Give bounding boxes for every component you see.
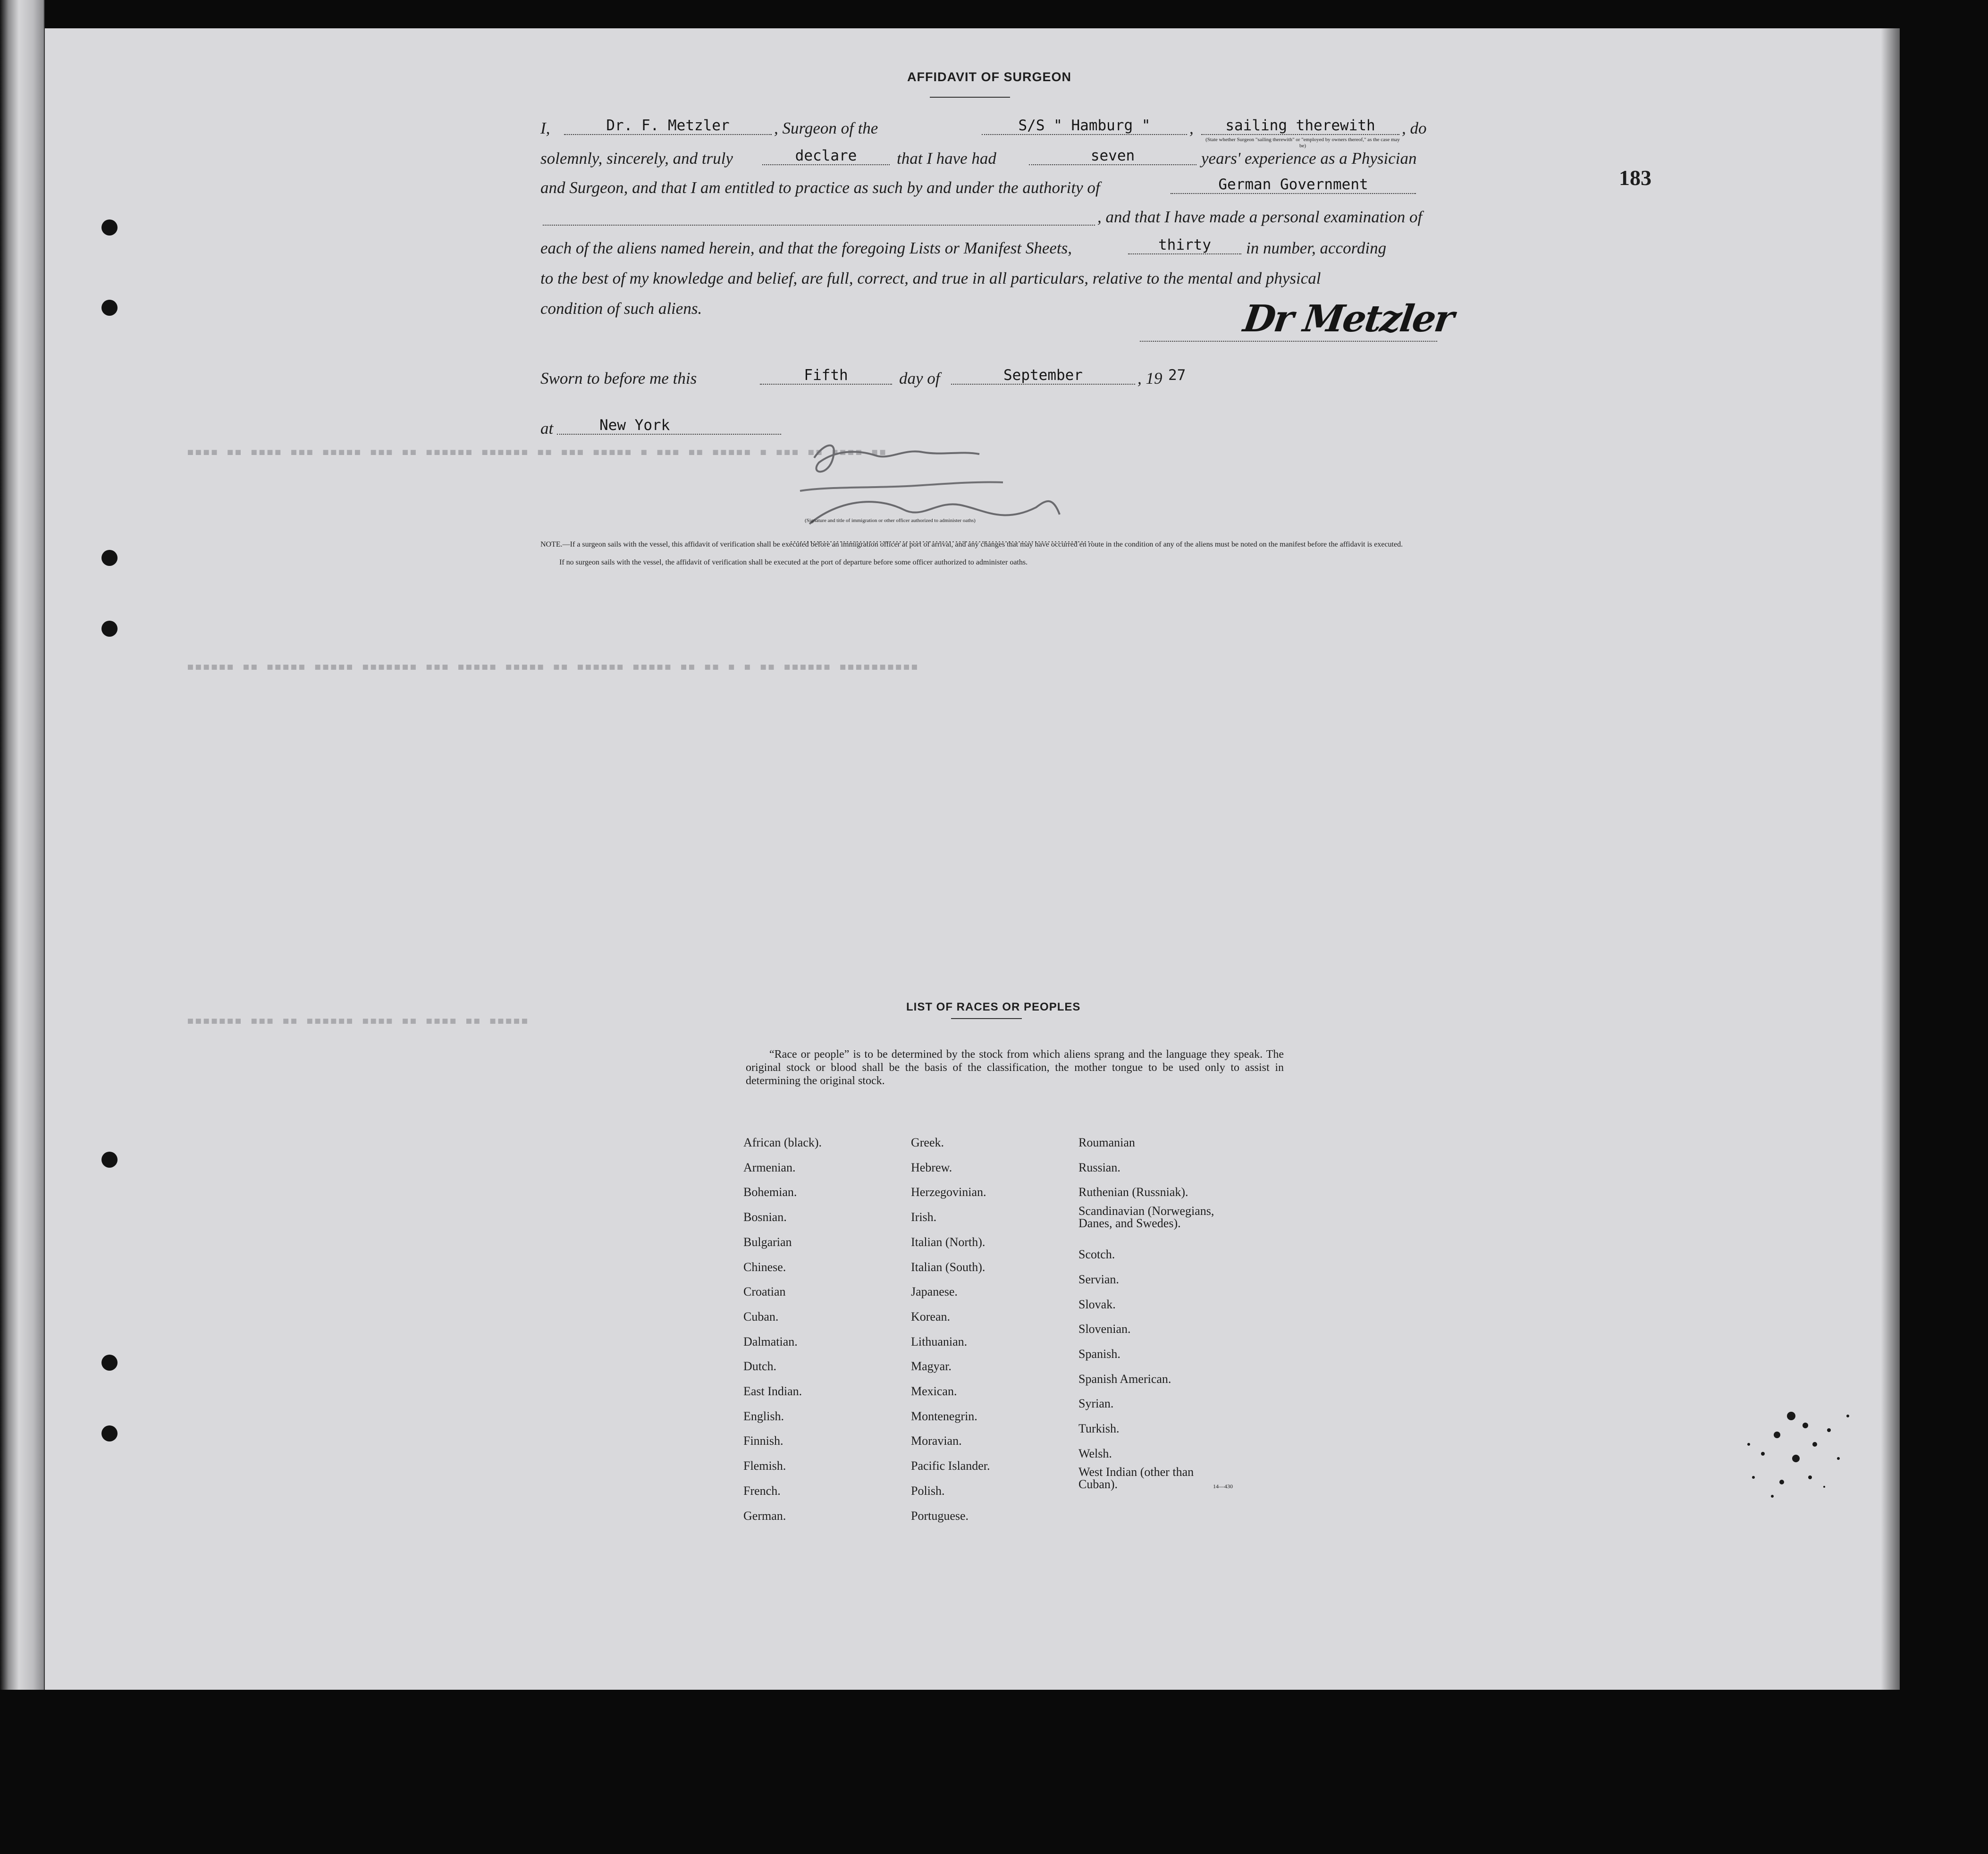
race-item: Italian (North). [911,1235,986,1249]
vessel-field: S/S " Hamburg " [982,117,1187,135]
race-item: Portuguese. [911,1508,969,1523]
text-line: in number, according [1246,239,1387,257]
form-number: 14—430 [1213,1483,1233,1490]
race-item: East Indian. [743,1384,802,1399]
text-line: day of [899,369,940,388]
race-item: Irish. [911,1210,937,1224]
race-item: Welsh. [1078,1446,1112,1460]
text-line: , do [1402,119,1427,137]
title-rule [930,97,1010,98]
race-item: Montenegrin. [911,1409,977,1423]
sailing-status-note: (State whether Surgeon "sailing therewith" or "employed by owners thereof," as the case may be) [1205,137,1400,149]
race-item: Scandinavian (Norwegians, Danes, and Swedes). [1078,1204,1214,1230]
text-line: each of the aliens named herein, and that the foregoing Lists or Manifest Sheets, [540,239,1072,257]
race-item: Ruthenian (Russniak). [1078,1185,1188,1199]
note-surgeon-sails: NOTE.—If a surgeon sails with the vessel, this affidavit of verification shall be executed before an immigration officer at port of arrival, and any changes that may have occurred en route in the condition of any of the aliens must be noted on the manifest before the affidavit is executed. [540,540,1403,548]
text-line: condition of such aliens. [540,299,702,318]
manifest-page [45,28,1900,1690]
race-item: Chinese. [743,1260,786,1274]
races-column-1 [743,1130,822,1528]
race-item: Scotch. [1078,1247,1115,1262]
ink-stain [1735,1388,1890,1520]
bleed-through-text: ▪▪▪▪▪▪ ▪▪ ▪▪▪▪▪ ▪▪▪▪▪ ▪▪▪▪▪▪▪ ▪▪▪ ▪▪▪▪▪ ▪▪▪▪▪ ▪▪ ▪▪▪▪▪▪ ▪▪▪▪▪ ▪▪ ▪▪ ▪ ▪ ▪▪ ▪▪▪▪▪▪ ▪▪▪▪▪▪▪▪▪▪ [186,658,918,674]
race-item: Japanese. [911,1285,958,1299]
page-edge-shadow [1881,28,1900,1690]
race-item: Bosnian. [743,1210,787,1224]
race-item: Herzegovinian. [911,1185,986,1199]
binding-edge [0,0,45,1690]
sailing-status-field: sailing therewith [1201,117,1399,135]
race-item: Spanish American. [1078,1372,1171,1386]
race-item: Spanish. [1078,1347,1120,1361]
text-line: that I have had [897,149,996,168]
race-item: West Indian (other than Cuban). [1078,1465,1194,1492]
race-item: Hebrew. [911,1160,952,1174]
races-column-2 [911,1130,990,1528]
race-item: Slovak. [1078,1297,1116,1311]
surgeon-name-field: Dr. F. Metzler [564,117,772,135]
officer-signature [781,430,1121,557]
authority-field: German Government [1171,176,1416,194]
race-item: Bohemian. [743,1185,797,1199]
race-item: Russian. [1078,1160,1120,1174]
race-item: Dutch. [743,1359,777,1374]
race-item: French. [743,1483,781,1498]
race-item: Servian. [1078,1272,1119,1286]
race-item: Turkish. [1078,1422,1120,1436]
punch-hole [101,550,118,566]
race-item: Roumanian [1078,1136,1135,1149]
race-item: Greek. [911,1136,944,1149]
race-item: Polish. [911,1483,945,1498]
sworn-day-field: Fifth [760,367,892,385]
race-item: Bulgarian [743,1235,792,1249]
race-item: Italian (South). [911,1260,986,1274]
race-item: Croatian [743,1285,786,1299]
race-item: Pacific Islander. [911,1459,990,1473]
bleed-through-text: ▪▪▪▪ ▪▪ ▪▪▪▪ ▪▪▪ ▪▪▪▪▪ ▪▪▪ ▪▪ ▪▪▪▪▪▪ ▪▪▪▪▪▪ ▪▪ ▪▪▪ ▪▪▪▪▪ ▪ ▪▪▪ ▪▪ ▪▪▪▪▪ ▪ ▪▪▪ ▪▪ ▪▪▪▪ ▪▪ [186,444,887,459]
race-item: Lithuanian. [911,1334,968,1348]
race-item: Flemish. [743,1459,786,1473]
text-line: , [1189,119,1194,137]
races-title-rule [951,1018,1022,1019]
races-title: LIST OF RACES OR PEOPLES [906,1001,1081,1013]
races-intro: “Race or people” is to be determined by the stock from which aliens sprang and the language they speak. The original stock or blood shall be the basis of the classification, the mother tongue to be used only to assist in determining the original stock. [746,1048,1284,1087]
text-line: years' experience as a Physician [1201,149,1417,168]
punch-hole [101,219,118,236]
race-item: Cuban. [743,1309,779,1323]
sworn-place-field: New York [557,417,781,435]
text-line: to the best of my knowledge and belief, are full, correct, and true in all particulars, relative to the mental and physical [540,269,1321,287]
punch-hole [101,1425,118,1441]
race-item: German. [743,1508,786,1523]
note-no-surgeon: If no surgeon sails with the vessel, the affidavit of verification shall be executed at the port of departure before some officer authorized to administer oaths. [559,558,1028,566]
race-item: African (black). [743,1136,822,1149]
surgeon-signature: Dr Metzler [1240,297,1456,340]
races-column-3 [1078,1130,1239,1491]
race-item: Syrian. [1078,1397,1114,1411]
officer-signature-caption: (Signature and title of immigration or other officer authorized to administer oaths) [805,518,976,523]
bleed-through-text: ▪▪▪▪▪▪▪ ▪▪▪ ▪▪ ▪▪▪▪▪▪ ▪▪▪▪ ▪▪ ▪▪▪▪ ▪▪ ▪▪▪▪▪ [186,1012,529,1028]
authority-continuation-field [543,209,1095,226]
race-item: Armenian. [743,1160,796,1174]
race-item: Dalmatian. [743,1334,798,1348]
race-item: Moravian. [911,1434,962,1448]
surgeon-signature-line [1140,341,1437,342]
page-number: 183 [1619,166,1651,190]
sheet-count-field: thirty [1128,236,1241,254]
text-line: , Surgeon of the [774,119,878,137]
sworn-year-field: 27 [1168,367,1186,384]
punch-hole [101,621,118,637]
text-line: at [540,419,554,438]
race-item: Magyar. [911,1359,952,1374]
race-item: Slovenian. [1078,1322,1131,1336]
affidavit-title: AFFIDAVIT OF SURGEON [907,70,1071,84]
text-line: I, [540,119,550,137]
punch-hole [101,1152,118,1168]
text-line: and Surgeon, and that I am entitled to practice as such by and under the authority of [540,178,1100,197]
race-item: English. [743,1409,784,1423]
race-item: Finnish. [743,1434,783,1448]
text-line: , 19 [1137,369,1162,388]
declare-field: declare [762,147,890,165]
sworn-month-field: September [951,367,1135,385]
text-line: solemnly, sincerely, and truly [540,149,733,168]
race-item: Korean. [911,1309,951,1323]
years-experience-field: seven [1029,147,1196,165]
text-line: Sworn to before me this [540,369,697,388]
text-line: , and that I have made a personal examination of [1097,208,1423,226]
punch-hole [101,300,118,316]
punch-hole [101,1355,118,1371]
race-item: Mexican. [911,1384,957,1399]
